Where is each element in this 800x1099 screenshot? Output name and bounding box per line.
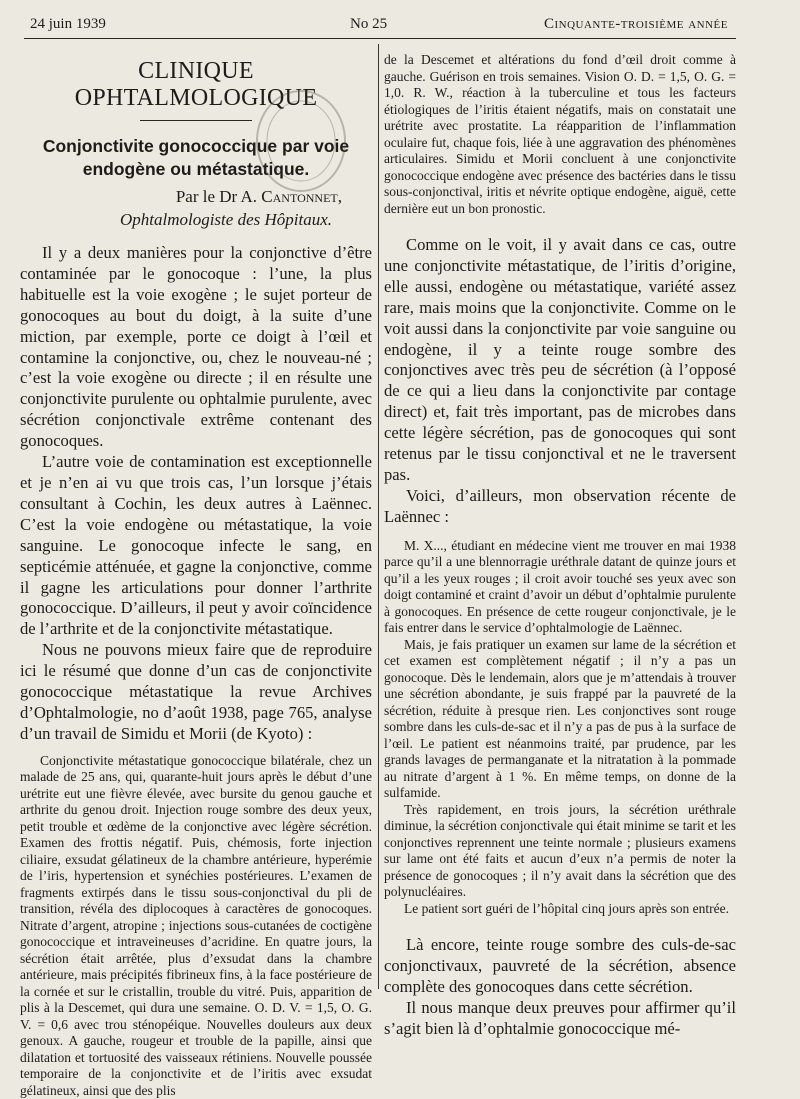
byline-prefix: Par le Dr A. <box>175 187 262 206</box>
case-summary <box>20 753 372 1099</box>
observation-3: Très rapidement, en trois jours, la sécrétion uréthrale diminue, la sécrétion conjonctivale qui était minime se tarit et les conjonctives reprennent une teinte normale ; plusieurs examens sur lame ont été faits et aucun d’eux n’a permis de noter la présence de gonocoques ; il n’y avait dans la sécrétion que des polynucléaires. <box>384 801 737 900</box>
paragraph-5: Voici, d’ailleurs, mon observation récente de Laënnec : <box>384 485 736 526</box>
volume-year: Cinquante-troisième année <box>543 16 728 32</box>
observation-4: Le patient sort guéri de l’hôpital cinq jours après son entrée. <box>404 900 730 916</box>
observation-1: M. X..., étudiant en médecine vient me trouver en mai 1938 parce qu’il a une blennorragie uréthrale datant de quinze jours et qu’il a les yeux rouges ; il croit avoir touché ses yeux avec son doigt contaminé et craint d’avoir un début d’ophtalmie purulente à gonocoques. En présence de cette rougeur conjonctivale, je le fais entrer dans le service d’ophtalmologie de Laënnec. <box>384 537 736 636</box>
article-title: Conjonctivite gonococcique par voie endogène ou métastatique. <box>42 136 350 179</box>
paragraph-7: Il nous manque deux preuves pour affirmer qu’il s’agit bien là d’ophtalmie gonococcique mé- <box>384 997 736 1038</box>
library-stamp <box>252 86 350 196</box>
closing-text <box>384 935 736 1040</box>
paragraph-4: Comme on le voit, il y avait dans ce cas, outre une conjonctivite métastatique, de l’iritis d’origine, elle aussi, endogène ou métastatique, variété assez rare, mais moins que la conjonctivite. Comme on le voit aussi dans la conjonctivite par voie sanguine ou endogène, il y a teinte rouge sombre des conjonctives avec très peu de sécrétion (à l’opposé de ce qui a lieu dans la conjonctivite par contage direct) et, fait très important, pas de microbes dans cette légère sécrétion, pas de gonocoques qui sont retenus par le tissu conjonctival et ne le traversent pas. <box>384 235 736 484</box>
case-summary-cont-text: de la Descemet et altérations du fond d’œil droit comme à gauche. Guérison en trois semaines. Vision O. D. = 1,5, O. G. = 1,0. R. W., réaction à la tuberculine et tous les facteurs étiologiques de l’iritis étaient négatifs, mais on constatait une urétrite avec prostatite. La réapparition de l’inflammation oculaire fut, chaque fois, liée à une aggravation des phénomènes articulaires. Simidu et Morii concluent à une conjonctivite gonococcique endogène avec présence des bactéries dans le tissu sous-conjonctival, iritis et névrite optique endogène, aiguë, cette dernière eut un bon pronostic. <box>384 52 736 216</box>
author-name: Cantonnet, <box>261 187 342 206</box>
paragraph-1: Il y a deux manières pour la conjonctive d’être contaminée par le gonocoque : l’une, la plus habituelle est la voie exogène ; le sujet porteur de gonocoques au bout du doigt, à la suite d’une miction, par exemple, porte ce doigt à l’œil et contamine la conjonctive, ou, chez le nouveau-né ; c’est la voie exogène ou directe ; il en résulte une conjonctivite purulente ou ophtalmie purulente, avec sécrétion conjonctivale extrême contenant des gonocoques. <box>20 243 372 451</box>
issue-date: 24 juin 1939 <box>30 16 106 32</box>
discussion-text <box>384 235 736 528</box>
rubric-rule <box>140 120 252 121</box>
observation-2: Mais, je fais pratiquer un examen sur lame de la sécrétion et cet examen est complètement négatif ; il n’y a pas un gonocoque. Dès le lendemain, alors que je m’attendais à trouver une sécrétion abondante, je suis frappé par la pauvreté de la sécrétion, réduite à presque rien. Les conjonctives sont rouge sombre dans les culs-de-sac et il n’y a pas de pus à la surface de l’œil. Le patient est néanmoins traité, par prudence, par les grands lavages de permanganate et la nitratation à la pommade au nitrate d’argent à 1 %. En même temps, on donne de la sulfamide. <box>384 636 736 801</box>
left-column <box>20 52 372 1099</box>
intro-text <box>20 243 372 745</box>
case-summary-text: Conjonctivite métastatique gonococcique bilatérale, chez un malade de 25 ans, qui, quarante-huit jours après le début d’une urétrite eut une fièvre élevée, avec bursite du genou gauche et arthrite du genou droit. Injection rouge sombre des deux yeux, petit trouble et œdème de la conjonctive avec légère sécrétion. Examen des frottis négatif. Puis, chémosis, forte injection ciliaire, exsudat gélatineux de la chambre antérieure, hyperémie de l’iris, hypertension et synéchies postérieures. L’examen de fragments extirpés dans le tissu sous-conjonctival du pli de transition, révéla des diplocoques à caractères de gonocoques. Nitrate d’argent, atropine ; injections sous-cutanées de coctigène gonococcique et intraveineuses d’acridine. En quatre jours, la sécrétion était arrêtée, plus d’exsudat dans la chambre antérieure, mais précipités fibrineux fins, à la face postérieure de la cornée et sur le cristallin, trouble du vitré. Puis, apparition de plis à la Descemet, qui dura une semaine. O. D. V. = 1,5, O. G. V. = 0,6 avec trou sténopéique. Nouvelles douleurs aux deux genoux. A gauche, rougeur et trouble de la papille, ainsi que dilatation et tortuosité des vaisseaux rétiniens. Nouvelle poussée temporaire de la conjonctivite et de l’iritis avec exsudat gélatineux, ainsi que des plis <box>20 752 372 1098</box>
column-divider <box>378 44 379 989</box>
issue-number: No 25 <box>350 16 388 32</box>
paragraph-3: Nous ne pouvons mieux faire que de reproduire ici le résumé que donne d’un cas de conjonctivite gonococcique métastatique la revue Archives d’Ophtalmologie, no d’août 1938, page 765, analyse d’un travail de Simidu et Morii (de Kyoto) : <box>20 640 372 743</box>
author-affiliation: Ophtalmologiste des Hôpitaux. <box>119 210 332 229</box>
paragraph-2: L’autre voie de contamination est exceptionnelle et je n’en ai vu que trois cas, l’un lorsque j’étais consultant à Cochin, les deux autres à Laënnec. C’est la voie endogène ou métastatique, la voie sanguine. Le gonocoque infecte le sang, en septicémie atténuée, et gagne la conjonctive, comme il gagne les articulations pour donner l’arthrite gonococcique. D’ailleurs, il peut y avoir coïncidence de l’arthrite et de la conjonctivite métastatique. <box>20 452 372 639</box>
section-rubric: CLINIQUE OPHTALMOLOGIQUE <box>74 58 318 111</box>
observation <box>384 538 736 918</box>
running-head <box>30 14 728 36</box>
paragraph-6: Là encore, teinte rouge sombre des culs-de-sac conjonctivaux, pauvreté de la sécrétion, absence complète des gonocoques dans cette sécrétion. <box>384 935 736 996</box>
case-summary-continued <box>384 52 736 217</box>
right-column <box>384 52 736 1040</box>
header-rule <box>24 38 736 39</box>
